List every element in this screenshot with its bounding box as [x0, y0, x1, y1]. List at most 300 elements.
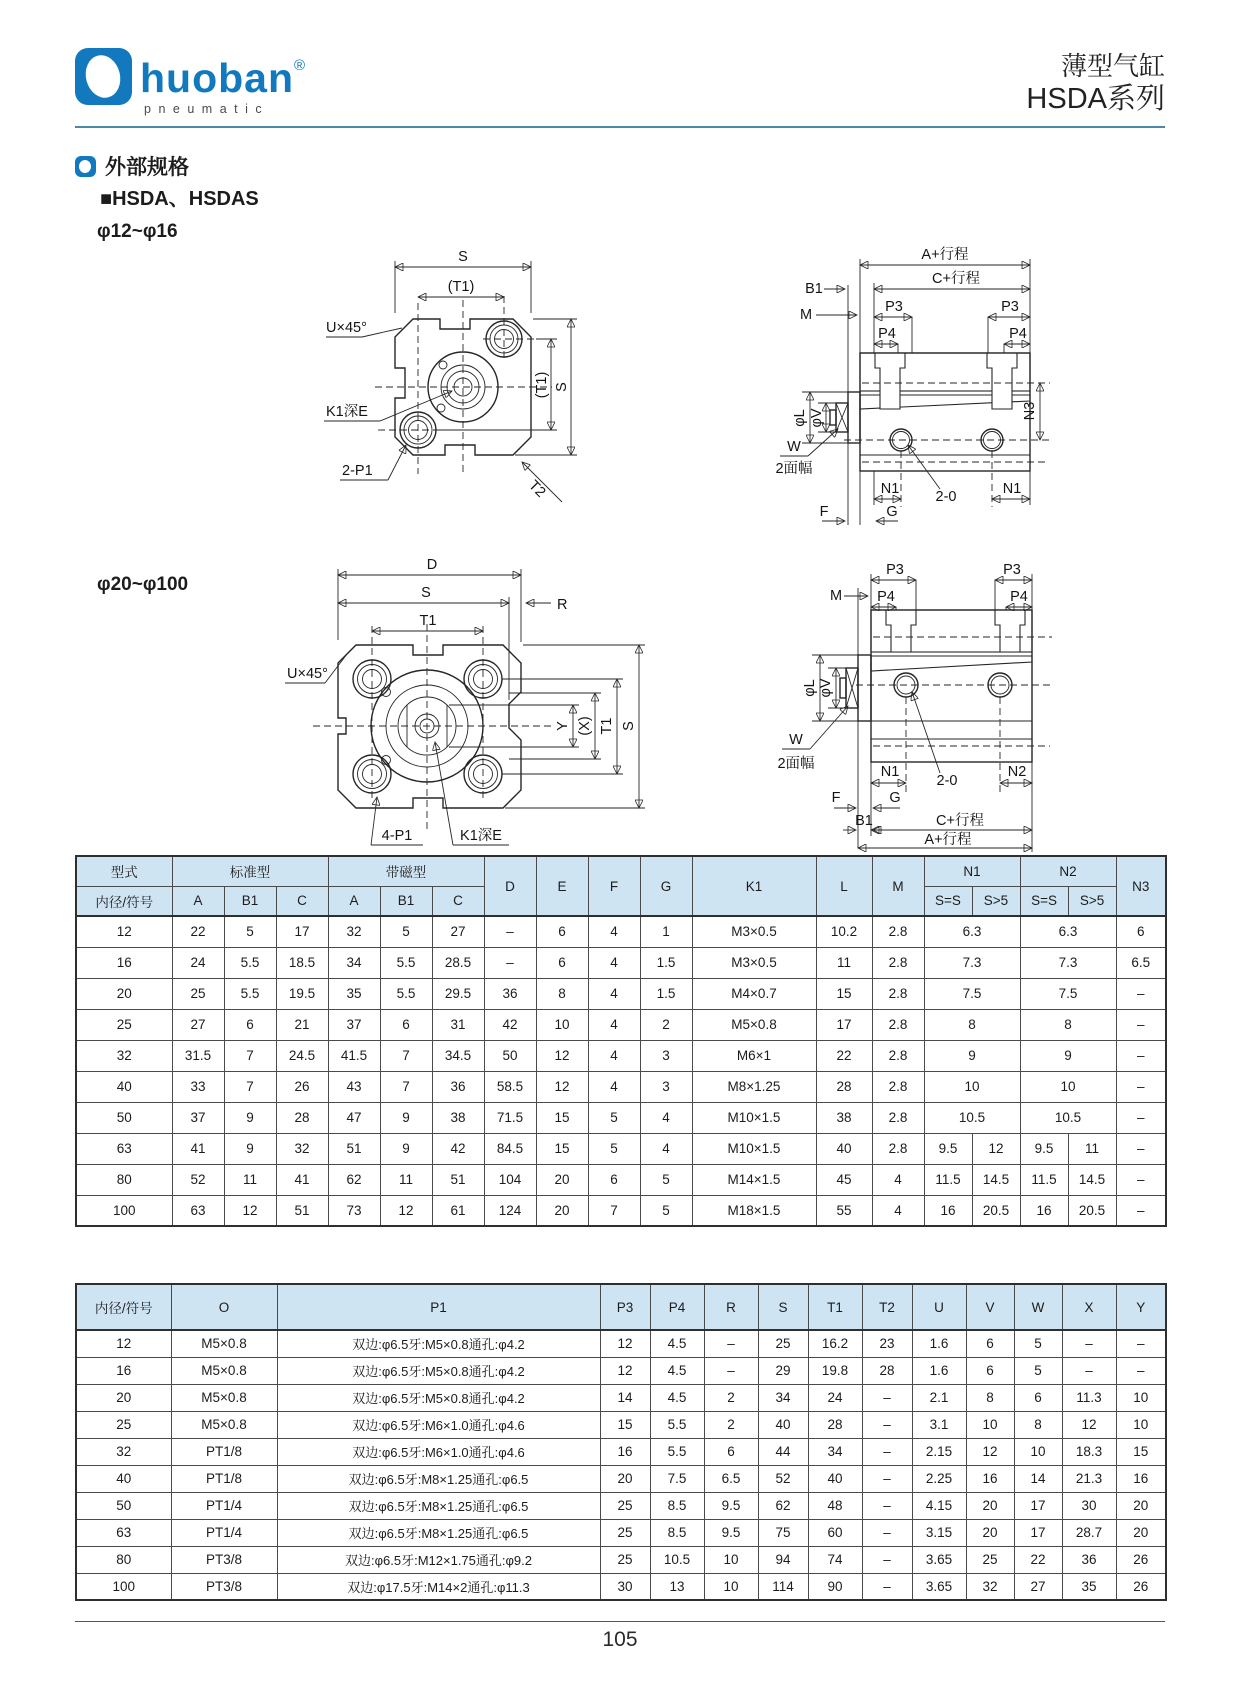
- data-cell: 25: [600, 1492, 650, 1519]
- table-row: [76, 1519, 1166, 1546]
- data-cell: 12: [76, 1330, 171, 1357]
- dim-label-n3: N3: [1022, 401, 1038, 421]
- data-cell: 4: [588, 1040, 640, 1071]
- data-cell: 2.8: [872, 1040, 924, 1071]
- data-cell: 2.8: [872, 916, 924, 947]
- data-cell: 7.3: [924, 947, 1020, 978]
- data-cell: 42: [432, 1133, 484, 1164]
- thread-depth-label: K1深E: [326, 404, 368, 420]
- data-cell: 7: [224, 1040, 276, 1071]
- data-cell: 18.3: [1062, 1438, 1116, 1465]
- header-cell: P4: [650, 1284, 704, 1330]
- data-cell: 63: [76, 1133, 172, 1164]
- data-cell: 20: [966, 1492, 1014, 1519]
- data-cell: 100: [76, 1195, 172, 1226]
- data-cell: M4×0.7: [692, 978, 816, 1009]
- data-cell: 12: [536, 1071, 588, 1102]
- data-cell: 1.5: [640, 947, 692, 978]
- data-cell: 17: [1014, 1519, 1062, 1546]
- data-cell: 6: [536, 947, 588, 978]
- dim-label-m: M: [799, 307, 813, 323]
- data-cell: 16: [924, 1195, 972, 1226]
- data-cell: 20.5: [1068, 1195, 1116, 1226]
- data-cell: 20: [966, 1519, 1014, 1546]
- data-cell: 27: [432, 916, 484, 947]
- data-cell: 16.2: [808, 1330, 862, 1357]
- data-cell: 55: [816, 1195, 872, 1226]
- data-cell: 35: [328, 978, 380, 1009]
- data-cell: 36: [1062, 1546, 1116, 1573]
- data-cell: 28: [862, 1357, 912, 1384]
- data-cell: 19.5: [276, 978, 328, 1009]
- data-cell: 双边:φ6.5牙:M5×0.8通孔:φ4.2: [277, 1384, 600, 1411]
- data-cell: 114: [758, 1573, 808, 1600]
- data-cell: 71.5: [484, 1102, 536, 1133]
- data-cell: –: [862, 1546, 912, 1573]
- header-cell: F: [588, 856, 640, 916]
- header-cell: A: [328, 886, 380, 916]
- data-cell: 36: [432, 1071, 484, 1102]
- data-cell: 31.5: [172, 1040, 224, 1071]
- data-cell: 5: [640, 1164, 692, 1195]
- data-cell: 41: [172, 1133, 224, 1164]
- data-cell: 9: [380, 1133, 432, 1164]
- dim-label-a-stroke: A+行程: [921, 247, 969, 263]
- data-cell: 11: [816, 947, 872, 978]
- data-cell: 8: [536, 978, 588, 1009]
- data-cell: 2.8: [872, 1102, 924, 1133]
- data-cell: 16: [1116, 1465, 1166, 1492]
- data-cell: 4.15: [912, 1492, 966, 1519]
- data-cell: 15: [600, 1411, 650, 1438]
- table-row: [76, 1384, 1166, 1411]
- data-cell: 3: [640, 1071, 692, 1102]
- data-cell: 12: [972, 1133, 1020, 1164]
- data-cell: 45: [816, 1164, 872, 1195]
- data-cell: 100: [76, 1573, 171, 1600]
- data-cell: 14.5: [972, 1164, 1020, 1195]
- table-row: [76, 1438, 1166, 1465]
- brand-name: huoban®: [140, 55, 307, 101]
- data-cell: 22: [1014, 1546, 1062, 1573]
- data-cell: 25: [966, 1546, 1014, 1573]
- dim-label-phi-v: φV: [809, 408, 825, 428]
- header-cell: C: [432, 886, 484, 916]
- data-cell: 29: [758, 1357, 808, 1384]
- data-cell: 8.5: [650, 1519, 704, 1546]
- dim-label-p3-left: P3: [885, 299, 903, 315]
- table-row: [76, 978, 1166, 1009]
- data-cell: 3.1: [912, 1411, 966, 1438]
- data-cell: –: [862, 1384, 912, 1411]
- data-cell: –: [862, 1411, 912, 1438]
- data-cell: 15: [536, 1133, 588, 1164]
- dim-label-g: G: [889, 790, 901, 806]
- data-cell: 28: [816, 1071, 872, 1102]
- data-cell: 33: [172, 1071, 224, 1102]
- data-cell: 42: [484, 1009, 536, 1040]
- dim-label-p4-right: P4: [1010, 589, 1028, 605]
- data-cell: 8: [966, 1384, 1014, 1411]
- header-cell: N3: [1116, 856, 1166, 916]
- bore-range-small-label: φ12~φ16: [97, 221, 178, 242]
- page-number: 105: [602, 1628, 638, 1651]
- header-cell: S=S: [924, 886, 972, 916]
- data-cell: 48: [808, 1492, 862, 1519]
- section-bullet-icon: [75, 156, 96, 177]
- data-cell: 9: [224, 1133, 276, 1164]
- dim-label-phi-l: φL: [802, 679, 818, 697]
- data-cell: 5: [1014, 1357, 1062, 1384]
- data-cell: 4: [640, 1133, 692, 1164]
- data-cell: M5×0.8: [171, 1330, 277, 1357]
- data-cell: 84.5: [484, 1133, 536, 1164]
- wrench-flat-label: 2面幅: [775, 461, 813, 477]
- data-cell: 5.5: [224, 947, 276, 978]
- data-cell: 15: [1116, 1438, 1166, 1465]
- data-cell: 32: [966, 1573, 1014, 1600]
- header-cell: A: [172, 886, 224, 916]
- data-cell: 31: [432, 1009, 484, 1040]
- data-cell: –: [1116, 1357, 1166, 1384]
- data-cell: 2: [704, 1411, 758, 1438]
- table-row: [76, 1284, 1166, 1330]
- data-cell: 12: [600, 1357, 650, 1384]
- data-cell: 9: [924, 1040, 1020, 1071]
- data-cell: 25: [172, 978, 224, 1009]
- data-cell: 20: [1116, 1492, 1166, 1519]
- data-cell: PT3/8: [171, 1573, 277, 1600]
- data-cell: 10: [1116, 1384, 1166, 1411]
- data-cell: 9: [380, 1102, 432, 1133]
- data-cell: 16: [600, 1438, 650, 1465]
- data-cell: 25: [600, 1546, 650, 1573]
- header-cell: D: [484, 856, 536, 916]
- data-cell: 26: [1116, 1546, 1166, 1573]
- data-cell: 63: [76, 1519, 171, 1546]
- data-cell: 20: [600, 1465, 650, 1492]
- header-cell: 内径/符号: [76, 1284, 171, 1330]
- data-cell: 20: [536, 1195, 588, 1226]
- data-cell: 63: [172, 1195, 224, 1226]
- data-cell: –: [862, 1573, 912, 1600]
- port-count-label: 4-P1: [381, 828, 413, 844]
- data-cell: –: [1116, 1164, 1166, 1195]
- data-cell: 双边:φ6.5牙:M6×1.0通孔:φ4.6: [277, 1438, 600, 1465]
- data-cell: 22: [172, 916, 224, 947]
- data-cell: –: [1116, 978, 1166, 1009]
- dim-label-w: W: [789, 732, 803, 748]
- header-cell: 带磁型: [328, 856, 484, 886]
- data-cell: –: [1116, 1102, 1166, 1133]
- data-cell: 1.6: [912, 1330, 966, 1357]
- header-cell: S>5: [1068, 886, 1116, 916]
- data-cell: –: [1116, 1040, 1166, 1071]
- data-cell: 20: [76, 1384, 171, 1411]
- table-row: [76, 1546, 1166, 1573]
- data-cell: 6.3: [1020, 916, 1116, 947]
- data-cell: 38: [432, 1102, 484, 1133]
- data-cell: 2.1: [912, 1384, 966, 1411]
- data-cell: 20.5: [972, 1195, 1020, 1226]
- table-row: [76, 1040, 1166, 1071]
- data-cell: 4.5: [650, 1384, 704, 1411]
- data-cell: 2.8: [872, 1009, 924, 1040]
- data-cell: 29.5: [432, 978, 484, 1009]
- dim-label-s-top: S: [421, 585, 431, 601]
- data-cell: 3.15: [912, 1519, 966, 1546]
- data-cell: 34: [808, 1438, 862, 1465]
- table-row: [76, 1009, 1166, 1040]
- header-cell: C: [276, 886, 328, 916]
- data-cell: M10×1.5: [692, 1133, 816, 1164]
- data-cell: 双边:φ17.5牙:M14×2通孔:φ11.3: [277, 1573, 600, 1600]
- data-cell: 34.5: [432, 1040, 484, 1071]
- data-cell: 32: [76, 1438, 171, 1465]
- data-cell: 10.5: [650, 1546, 704, 1573]
- data-cell: PT1/8: [171, 1438, 277, 1465]
- data-cell: 3: [640, 1040, 692, 1071]
- data-cell: 8: [1020, 1009, 1116, 1040]
- dim-label-d: D: [426, 557, 438, 573]
- data-cell: M8×1.25: [692, 1071, 816, 1102]
- data-cell: 10: [966, 1411, 1014, 1438]
- dim-label-s-right: S: [554, 382, 570, 392]
- data-cell: 10: [1020, 1071, 1116, 1102]
- data-cell: M5×0.8: [692, 1009, 816, 1040]
- data-cell: 40: [816, 1133, 872, 1164]
- data-cell: 17: [816, 1009, 872, 1040]
- dim-label-n1: N1: [880, 764, 900, 780]
- data-cell: 双边:φ6.5牙:M12×1.75通孔:φ9.2: [277, 1546, 600, 1573]
- data-cell: 3.65: [912, 1573, 966, 1600]
- data-cell: 20: [1116, 1519, 1166, 1546]
- data-cell: 2.8: [872, 1071, 924, 1102]
- data-cell: –: [1062, 1330, 1116, 1357]
- data-cell: 19.8: [808, 1357, 862, 1384]
- data-cell: 4: [640, 1102, 692, 1133]
- data-cell: 1.6: [912, 1357, 966, 1384]
- data-cell: PT1/8: [171, 1465, 277, 1492]
- dim-label-f: F: [831, 790, 841, 806]
- data-cell: 11.3: [1062, 1384, 1116, 1411]
- thread-depth-label: K1深E: [460, 828, 502, 844]
- data-cell: 5.5: [650, 1438, 704, 1465]
- data-cell: 12: [224, 1195, 276, 1226]
- data-cell: PT1/4: [171, 1492, 277, 1519]
- data-cell: 25: [76, 1411, 171, 1438]
- data-cell: 50: [484, 1040, 536, 1071]
- header-divider: [75, 126, 1165, 128]
- header-cell: U: [912, 1284, 966, 1330]
- data-cell: 7.5: [650, 1465, 704, 1492]
- data-cell: 12: [966, 1438, 1014, 1465]
- data-cell: 4.5: [650, 1357, 704, 1384]
- header-cell: O: [171, 1284, 277, 1330]
- data-cell: 7: [224, 1071, 276, 1102]
- data-cell: –: [862, 1465, 912, 1492]
- dim-label-s-top: S: [458, 249, 468, 265]
- data-cell: 5: [224, 916, 276, 947]
- header-cell: S>5: [972, 886, 1020, 916]
- dim-label-x: (X): [577, 716, 593, 736]
- data-cell: 6: [380, 1009, 432, 1040]
- chamfer-label: U×45°: [287, 666, 328, 682]
- data-cell: 6: [966, 1330, 1014, 1357]
- data-cell: M5×0.8: [171, 1411, 277, 1438]
- data-cell: –: [862, 1519, 912, 1546]
- technical-drawing-front-view-small-bore: [300, 248, 600, 503]
- data-cell: 47: [328, 1102, 380, 1133]
- data-cell: 50: [76, 1492, 171, 1519]
- data-cell: –: [1116, 1133, 1166, 1164]
- data-cell: 9.5: [1020, 1133, 1068, 1164]
- data-cell: 10: [536, 1009, 588, 1040]
- table-row: [76, 1071, 1166, 1102]
- header-cell: L: [816, 856, 872, 916]
- data-cell: M3×0.5: [692, 947, 816, 978]
- data-cell: 11: [224, 1164, 276, 1195]
- header-cell: P3: [600, 1284, 650, 1330]
- data-cell: 8.5: [650, 1492, 704, 1519]
- data-cell: 4: [872, 1164, 924, 1195]
- data-cell: 41.5: [328, 1040, 380, 1071]
- data-cell: 37: [172, 1102, 224, 1133]
- data-cell: 34: [328, 947, 380, 978]
- data-cell: –: [862, 1492, 912, 1519]
- data-cell: 7.5: [1020, 978, 1116, 1009]
- table-row: [76, 1164, 1166, 1195]
- data-cell: 21: [276, 1009, 328, 1040]
- data-cell: 2.8: [872, 1133, 924, 1164]
- data-cell: 40: [808, 1465, 862, 1492]
- data-cell: 40: [76, 1465, 171, 1492]
- data-cell: 15: [816, 978, 872, 1009]
- table-row: [76, 1133, 1166, 1164]
- data-cell: 38: [816, 1102, 872, 1133]
- dim-label-t2: T2: [525, 477, 549, 501]
- data-cell: 124: [484, 1195, 536, 1226]
- data-cell: 11.5: [924, 1164, 972, 1195]
- data-cell: 2: [704, 1384, 758, 1411]
- data-cell: 12: [76, 916, 172, 947]
- data-cell: 73: [328, 1195, 380, 1226]
- data-cell: 12: [380, 1195, 432, 1226]
- section-heading: [75, 151, 189, 181]
- table-row: [76, 916, 1166, 947]
- data-cell: 8: [1014, 1411, 1062, 1438]
- data-cell: 27: [1014, 1573, 1062, 1600]
- table-row: [76, 856, 1166, 886]
- data-cell: 32: [76, 1040, 172, 1071]
- data-cell: 41: [276, 1164, 328, 1195]
- header-cell: 内径/符号: [76, 886, 172, 916]
- data-cell: 10.5: [924, 1102, 1020, 1133]
- data-cell: 4: [588, 1009, 640, 1040]
- data-cell: 9.5: [704, 1519, 758, 1546]
- dim-label-c-stroke: C+行程: [936, 813, 984, 829]
- data-cell: 28.7: [1062, 1519, 1116, 1546]
- technical-drawing-front-view-large-bore: [285, 552, 680, 852]
- registered-trademark-icon: ®: [294, 57, 307, 74]
- data-cell: 12: [600, 1330, 650, 1357]
- data-cell: M5×0.8: [171, 1357, 277, 1384]
- data-cell: 6.5: [704, 1465, 758, 1492]
- header-cell: K1: [692, 856, 816, 916]
- data-cell: 6: [536, 916, 588, 947]
- data-cell: 6: [966, 1357, 1014, 1384]
- dim-label-t1-right: T1: [599, 717, 615, 735]
- footer-divider: [75, 1621, 1165, 1622]
- dim-label-p4-left: P4: [878, 326, 896, 342]
- data-cell: 104: [484, 1164, 536, 1195]
- header-cell: T2: [862, 1284, 912, 1330]
- dim-label-phi-v: φV: [818, 678, 834, 698]
- data-cell: 21.3: [1062, 1465, 1116, 1492]
- data-cell: 4: [588, 978, 640, 1009]
- data-cell: 6: [1116, 916, 1166, 947]
- data-cell: 14.5: [1068, 1164, 1116, 1195]
- data-cell: M3×0.5: [692, 916, 816, 947]
- data-cell: 10: [704, 1573, 758, 1600]
- data-cell: 16: [1020, 1195, 1068, 1226]
- bore-range-large-label: φ20~φ100: [97, 574, 189, 595]
- dim-label-t1-top: (T1): [447, 279, 475, 295]
- table-row: [76, 1411, 1166, 1438]
- data-cell: 5: [588, 1133, 640, 1164]
- data-cell: –: [1116, 1071, 1166, 1102]
- header-cell: M: [872, 856, 924, 916]
- data-cell: 18.5: [276, 947, 328, 978]
- data-cell: 4: [588, 1071, 640, 1102]
- data-cell: 17: [276, 916, 328, 947]
- data-cell: 16: [76, 947, 172, 978]
- data-cell: 5: [380, 916, 432, 947]
- data-cell: 40: [76, 1071, 172, 1102]
- data-cell: 62: [758, 1492, 808, 1519]
- data-cell: 14: [1014, 1465, 1062, 1492]
- data-cell: 90: [808, 1573, 862, 1600]
- dim-label-w: W: [787, 439, 801, 455]
- data-cell: M6×1: [692, 1040, 816, 1071]
- data-cell: 11: [380, 1164, 432, 1195]
- data-cell: 3.65: [912, 1546, 966, 1573]
- header-cell: 型式: [76, 856, 172, 886]
- data-cell: 6: [588, 1164, 640, 1195]
- data-cell: 44: [758, 1438, 808, 1465]
- header-cell: E: [536, 856, 588, 916]
- data-cell: 5.5: [650, 1411, 704, 1438]
- data-cell: 10: [704, 1546, 758, 1573]
- table-row: [76, 1492, 1166, 1519]
- data-cell: 37: [328, 1009, 380, 1040]
- dim-label-n1-right: N1: [1002, 481, 1022, 497]
- table-row: [76, 1357, 1166, 1384]
- data-cell: 6.3: [924, 916, 1020, 947]
- data-cell: 61: [432, 1195, 484, 1226]
- data-cell: 80: [76, 1546, 171, 1573]
- data-cell: 80: [76, 1164, 172, 1195]
- data-cell: 62: [328, 1164, 380, 1195]
- data-cell: 51: [276, 1195, 328, 1226]
- data-cell: 9.5: [704, 1492, 758, 1519]
- data-cell: M14×1.5: [692, 1164, 816, 1195]
- data-cell: 6.5: [1116, 947, 1166, 978]
- header-cell: Y: [1116, 1284, 1166, 1330]
- data-cell: 60: [808, 1519, 862, 1546]
- dim-label-b1: B1: [805, 281, 823, 297]
- technical-drawing-side-view-small-bore: [740, 233, 1170, 528]
